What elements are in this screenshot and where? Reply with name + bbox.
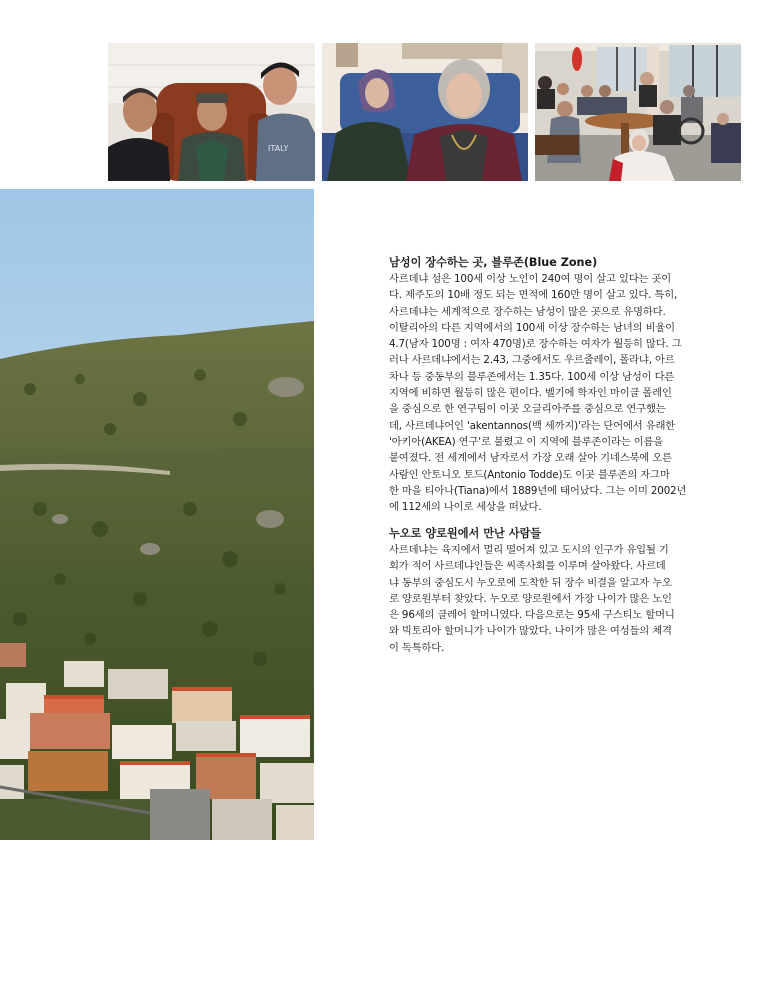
paragraph-line: '아키아(AKEA) 연구'로 불렸고 이 지역에 블루존이라는 이름을 (389, 435, 664, 448)
paragraph-line: 사르데냐 섬은 100세 이상 노인이 240여 명이 살고 있다는 곳이 (389, 273, 672, 285)
paragraph-line: 다. 제주도의 10배 정도 되는 면적에 160만 명이 살고 있다. 특히, (389, 289, 678, 302)
shirt-text: ITALY (268, 144, 289, 153)
paragraph-line: 러나 사르데냐에서는 2.43, 그중에서도 우르줄레이, 폴라냐, 아르 (389, 354, 675, 367)
paragraph-line: 4.7(남자 100명 : 여자 470명)로 장수하는 여자가 월등히 많다. 그 (389, 338, 682, 351)
photo-three-men (108, 43, 315, 181)
paragraph-line: 회가 적어 사르데냐인들은 씨족사회를 이루며 살아왔다. 사르데 (389, 560, 666, 573)
paragraph-line: 와 빅토리아 할머니가 나이가 많았다. 나이가 많은 여성들의 체격 (389, 625, 672, 638)
paragraph-line: 차나 등 중동부의 블루존에서는 1.35다. 100세 이상 남성이 다른 (389, 370, 675, 383)
article-section-blue-zone (389, 255, 737, 515)
photo-two-elderly-women (322, 43, 528, 181)
section-heading: 누오로 양로원에서 만난 사람들 (389, 527, 542, 540)
photo-nursing-home-room (535, 43, 741, 181)
paragraph-line: 사르데냐는 세계적으로 장수하는 남성이 많은 곳으로 유명하다. (389, 305, 666, 318)
paragraph-line: 지역에 비하면 월등히 많은 편이다. 벨기에 학자인 마이클 폴레인 (389, 387, 672, 400)
paragraph-line: 사르데냐는 육지에서 멀리 떨어져 있고 도시의 인구가 유입될 기 (389, 544, 669, 556)
paragraph-line: 로 양로원부터 찾았다. 누오로 양로원에서 가장 나이가 많은 노인 (389, 592, 672, 605)
paragraph-line: 한 마을 티아나(Tiana)에서 1889년에 태어났다. 그는 이미 2002년 (389, 484, 687, 497)
paragraph-line: 을 중심으로 한 연구팀이 이곳 오글리아주를 중심으로 연구했는 (389, 403, 666, 416)
photo-sardinia-hillside-town (0, 189, 314, 840)
paragraph-line: 사람인 안토니오 토드(Antonio Todde)도 이곳 블루존의 자그마 (389, 468, 670, 481)
paragraph-line: 붙여졌다. 전 세계에서 남자로서 가장 오래 살아 기네스북에 오른 (389, 452, 672, 465)
paragraph-line: 이 독특하다. (389, 641, 445, 654)
paragraph-line: 이탈리아의 다른 지역에서의 100세 이상 장수하는 남녀의 비율이 (389, 321, 675, 334)
paragraph-line: 에 112세의 나이로 세상을 떠났다. (389, 501, 542, 514)
article-section-nuoro-nursing-home (389, 526, 737, 656)
paragraph-line: 데, 사르데냐어인 'akentannos(백 세까지)'라는 단어에서 유래한 (389, 419, 676, 432)
paragraph-line: 은 96세의 클레어 할머니였다. 다음으로는 95세 구스티노 할머니 (389, 609, 675, 622)
section-heading: 남성이 장수하는 곳, 블루존(Blue Zone) (389, 256, 598, 269)
paragraph-line: 냐 동부의 중심도시 누오로에 도착한 뒤 장수 비결을 알고자 누오 (389, 576, 672, 589)
